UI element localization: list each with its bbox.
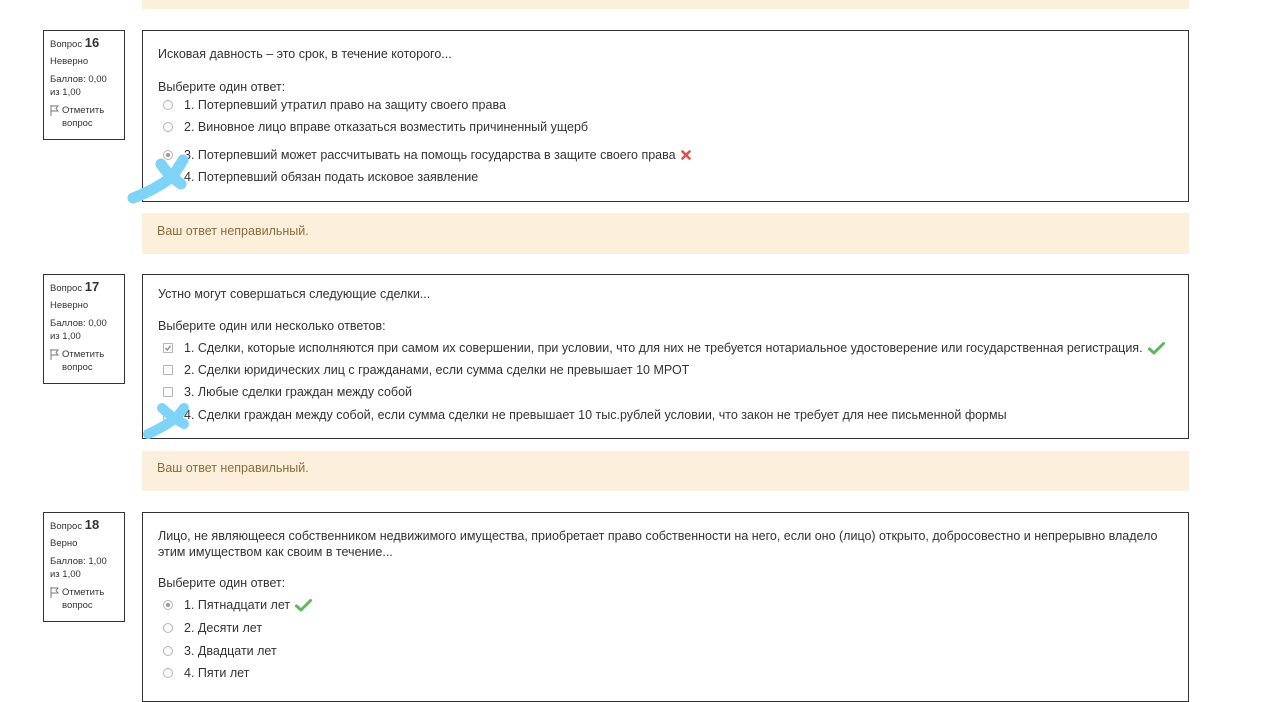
flag-icon — [50, 349, 59, 360]
question-text: Исковая давность – это срок, в течение которого... — [158, 47, 452, 61]
answer-option[interactable] — [163, 118, 588, 136]
cross-icon — [681, 150, 691, 160]
answer-label: 1. Сделки, которые исполняются при самом их совершении, при условии, что для них не требуется нотариальное удостоверение или государственная регистрация. — [184, 341, 1143, 355]
answer-label: 3. Двадцати лет — [184, 644, 277, 658]
flag-question-button[interactable]: Отметить вопрос — [50, 586, 118, 612]
answer-label: 3. Потерпевший может рассчитывать на помощь государства в защите своего права — [184, 148, 676, 162]
question-state: Верно — [50, 538, 78, 549]
radio-button[interactable] — [163, 100, 173, 110]
question-text: Лицо, не являющееся собственником недвижимого имущества, приобретает право собственности на него, если оно (лицо) открыто, добросовестно и непрерывно владело этим имуществом как своим в течение... — [158, 529, 1158, 559]
answer-option[interactable] — [163, 619, 262, 637]
question-box-16 — [142, 30, 1189, 202]
question-number: Вопрос 18 — [50, 517, 100, 532]
answer-option[interactable] — [163, 596, 312, 614]
answer-prompt: Выберите один ответ: — [158, 576, 286, 590]
question-state: Неверно — [50, 300, 89, 311]
radio-button[interactable] — [163, 623, 173, 633]
flag-question-button[interactable]: Отметить вопрос — [50, 104, 118, 130]
answer-label: 4. Потерпевший обязан подать исковое заявление — [184, 170, 479, 184]
feedback-box-17 — [142, 451, 1189, 491]
question-info-17 — [43, 274, 125, 384]
previous-feedback-box — [142, 0, 1189, 9]
flag-question-button[interactable]: Отметить вопрос — [50, 348, 118, 374]
radio-button[interactable] — [163, 646, 173, 656]
answer-option[interactable] — [163, 146, 691, 164]
answer-option[interactable] — [163, 642, 277, 660]
answer-option[interactable] — [163, 406, 1007, 424]
question-info-16 — [43, 30, 125, 140]
question-text: Устно могут совершаться следующие сделки... — [158, 287, 431, 301]
question-number: Вопрос 16 — [50, 35, 100, 50]
feedback-box-16 — [142, 213, 1189, 254]
answer-label: 4. Сделки граждан между собой, если сумма сделки не превышает 10 тыс.рублей условии, что закон не требует для нее письменной формы — [184, 408, 1007, 422]
answer-option[interactable] — [163, 361, 689, 379]
answer-label: 3. Любые сделки граждан между собой — [184, 385, 413, 399]
checkbox[interactable] — [163, 365, 173, 375]
checkbox-tick-icon — [164, 344, 172, 352]
answer-prompt: Выберите один ответ: — [158, 80, 286, 94]
answer-prompt: Выберите один или несколько ответов: — [158, 319, 386, 333]
answer-label: 1. Потерпевший утратил право на защиту своего права — [184, 98, 506, 112]
answer-option[interactable] — [163, 664, 249, 682]
answer-label: 4. Пяти лет — [184, 666, 250, 680]
flag-icon — [50, 587, 59, 598]
question-state: Неверно — [50, 56, 89, 67]
radio-button-selected[interactable] — [163, 600, 173, 610]
answer-option[interactable] — [163, 383, 412, 401]
answer-label: 2. Сделки юридических лиц с гражданами, если сумма сделки не превышает 10 МРОТ — [184, 363, 690, 377]
question-grade: Баллов: 0,00 из 1,00 — [50, 318, 107, 342]
feedback-text: Ваш ответ неправильный. — [157, 224, 309, 238]
checkbox[interactable] — [163, 387, 173, 397]
answer-option[interactable] — [163, 168, 478, 186]
radio-button[interactable] — [163, 668, 173, 678]
check-icon — [1148, 342, 1165, 355]
answer-option[interactable] — [163, 339, 1165, 357]
answer-option[interactable] — [163, 96, 506, 114]
check-icon — [295, 599, 312, 612]
question-box-17 — [142, 274, 1189, 439]
radio-button[interactable] — [163, 122, 173, 132]
flag-icon — [50, 105, 59, 116]
radio-button[interactable] — [163, 172, 173, 182]
question-box-18 — [142, 512, 1189, 702]
question-grade: Баллов: 1,00 из 1,00 — [50, 556, 107, 580]
checkbox[interactable] — [163, 410, 173, 420]
feedback-text: Ваш ответ неправильный. — [157, 461, 309, 475]
answer-label: 1. Пятнадцати лет — [184, 598, 291, 612]
radio-button-selected[interactable] — [163, 150, 173, 160]
question-number: Вопрос 17 — [50, 279, 100, 294]
answer-label: 2. Десяти лет — [184, 621, 263, 635]
answer-label: 2. Виновное лицо вправе отказаться возместить причиненный ущерб — [184, 120, 589, 134]
checkbox-checked[interactable] — [163, 343, 173, 353]
question-info-18 — [43, 512, 125, 622]
question-grade: Баллов: 0,00 из 1,00 — [50, 74, 107, 98]
